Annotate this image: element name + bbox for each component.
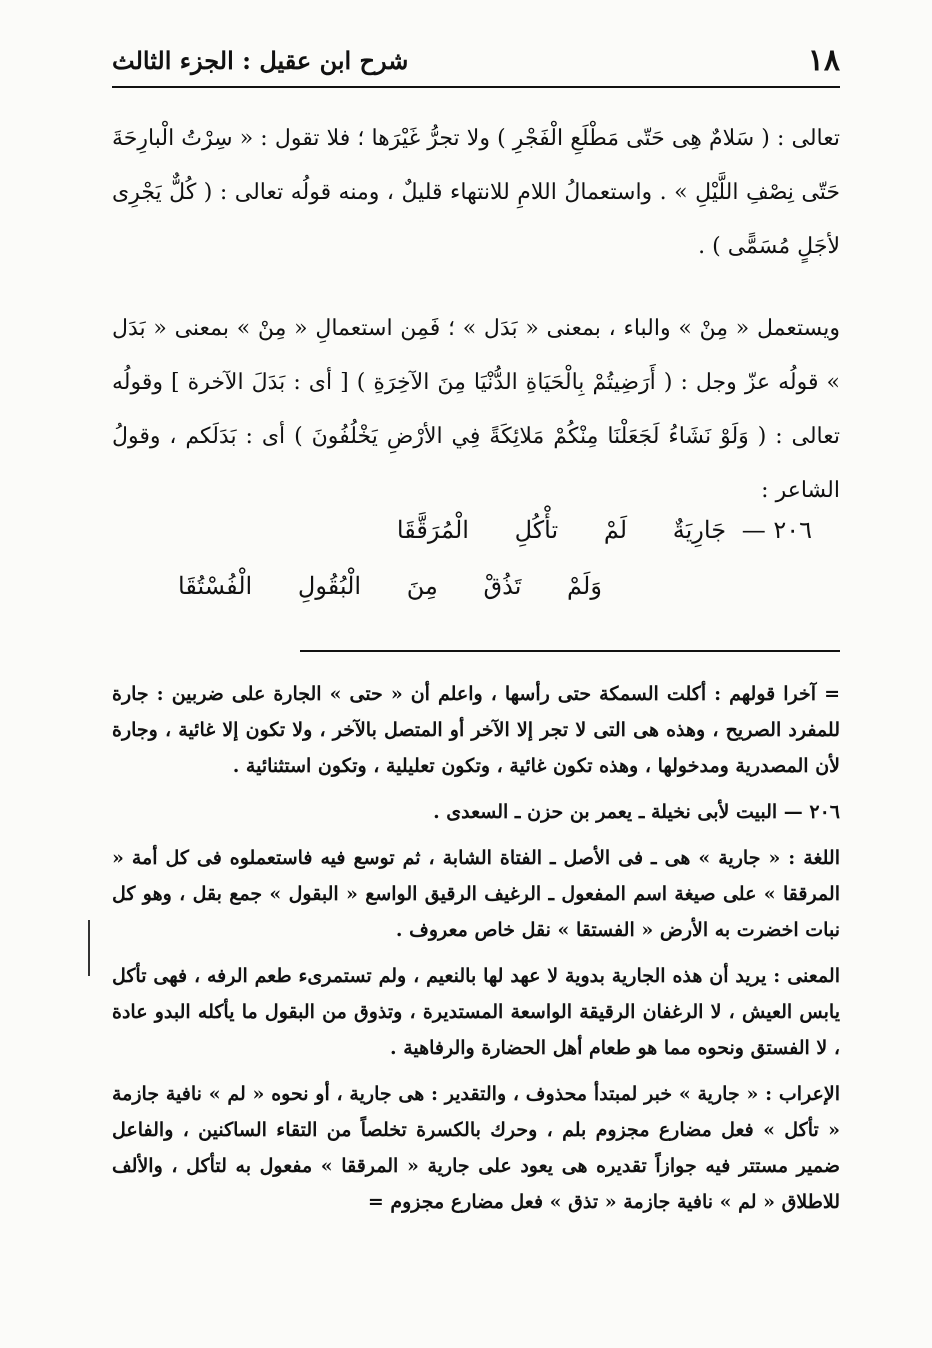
footnote-meaning: المعنى : يريد أن هذه الجارية بدوية لا عهد لها بالنعيم ، ولم تستمرىء طعم الرفه ، فهى تأكل يابس العيش ، لا الرغفان الرقيقة الواسعة المستديرة ، وتذوق من البقول ما يأكله البدو عادة ، لا الفستق ونحوه مما هو طعام أهل الحضارة والرفاهية . bbox=[112, 965, 840, 1059]
verse-word: الْبُقُولِ bbox=[297, 572, 362, 600]
verse-word: جَارِيَةٌ bbox=[672, 516, 727, 544]
footnote-verse-source: ٢٠٦ — البيت لأبى نخيلة ـ يعمر بن حزن ـ السعدى . bbox=[433, 801, 840, 823]
verse-word: الْفُسْتُقَا bbox=[178, 572, 253, 600]
header-rule bbox=[112, 86, 840, 88]
poetry-verse bbox=[130, 508, 812, 618]
margin-mark bbox=[88, 920, 90, 976]
footnote-language: اللغة : « جارية » هى ـ فى الأصل ـ الفتاة الشابة ، ثم توسع فيه فاستعملوه فى كل أمة « المرققا » على صيغة اسم المفعول ـ الرغيف الرقيق الواسع « البقول » جمع بقل ، وهو كل نبات اخضرت به الأرض « الفستقا » نقل خاص معروف . bbox=[112, 847, 840, 941]
footnotes bbox=[112, 676, 840, 1230]
main-text bbox=[112, 112, 840, 546]
verse-line-2 bbox=[140, 572, 602, 600]
footnote-separator bbox=[300, 650, 840, 652]
paragraph-min-badal: ويستعمل « مِنْ » والباء ، بمعنى « بَدَل » ؛ فَمِن استعمالِ « مِنْ » بمعنى « بَدَل » قولُه عزّ وجل : ( أَرَضِيتُمْ بِالْحَيَاةِ الدُّنْيَا مِنَ الآخِرَةِ ) [ أى : بَدَلَ الآخرة ] وقولُه تعالى : ( وَلَوْ نَشَاءُ لَجَعَلْنَا مِنْكُمْ مَلائِكَةً فِي الأرْضِ يَخْلُفُونَ ) أى : بَدَلَكم ، وقولُ الشاعر : bbox=[112, 316, 840, 503]
page-header bbox=[112, 36, 840, 84]
verse-word: وَلَمْ bbox=[567, 572, 602, 600]
page-number: ١٨ bbox=[807, 42, 840, 78]
verse-number: ٢٠٦ — bbox=[741, 516, 812, 544]
paragraph-hatta-lam: تعالى : ( سَلامٌ هِى حَتّى مَطْلَعِ الْفَجْرِ ) ولا تجرُّ غَيْرَها ؛ فلا تقول : « سِرْتُ الْبارِحَةَ حَتّى نِصْفِ اللَّيْلِ » . واستعمالُ اللامِ للانتهاء قليلٌ ، ومنه قولُه تعالى : ( كُلٌّ يَجْرِى لأجَلٍ مُسَمًّى ) . bbox=[112, 126, 840, 259]
verse-word: مِنَ bbox=[406, 572, 438, 600]
footnote-continuation: = آخرا قولهم : أكلت السمكة حتى رأسها ، واعلم أن « حتى » الجارة على ضربين : جارة للمفرد الصريح ، وهذه هى التى لا تجر إلا الآخر أو المتصل بالآخر ، ولا تكون إلا غائية ، وجارة لأن المصدرية ومدخولها ، وهذه تكون غائية ، وتكون تعليلية ، وتكون استثنائية . bbox=[112, 683, 840, 777]
verse-word: لَمْ bbox=[603, 516, 628, 544]
verse-word: تأْكُلِ bbox=[514, 516, 559, 544]
running-title: شرح ابن عقيل : الجزء الثالث bbox=[112, 45, 409, 75]
verse-word: تَذُقْ bbox=[483, 572, 522, 600]
verse-word: الْمُرَقَّقَا bbox=[396, 516, 469, 544]
footnote-parsing: الإعراب : « جارية » خبر لمبتدأ محذوف ، والتقدير : هى جارية ، أو نحوه « لم » نافية جازمة « تأكل » فعل مضارع مجزوم بلم ، وحرك بالكسرة تخلصاً من التقاء الساكنين ، والفاعل ضمير مستتر فيه جوازاً تقديره هى يعود على جارية « المرققا » مفعول به لتأكل ، والألف للاطلاق « لم » نافية جازمة « تذق » فعل مضارع مجزوم = bbox=[112, 1083, 840, 1213]
verse-line-1 bbox=[130, 516, 812, 544]
